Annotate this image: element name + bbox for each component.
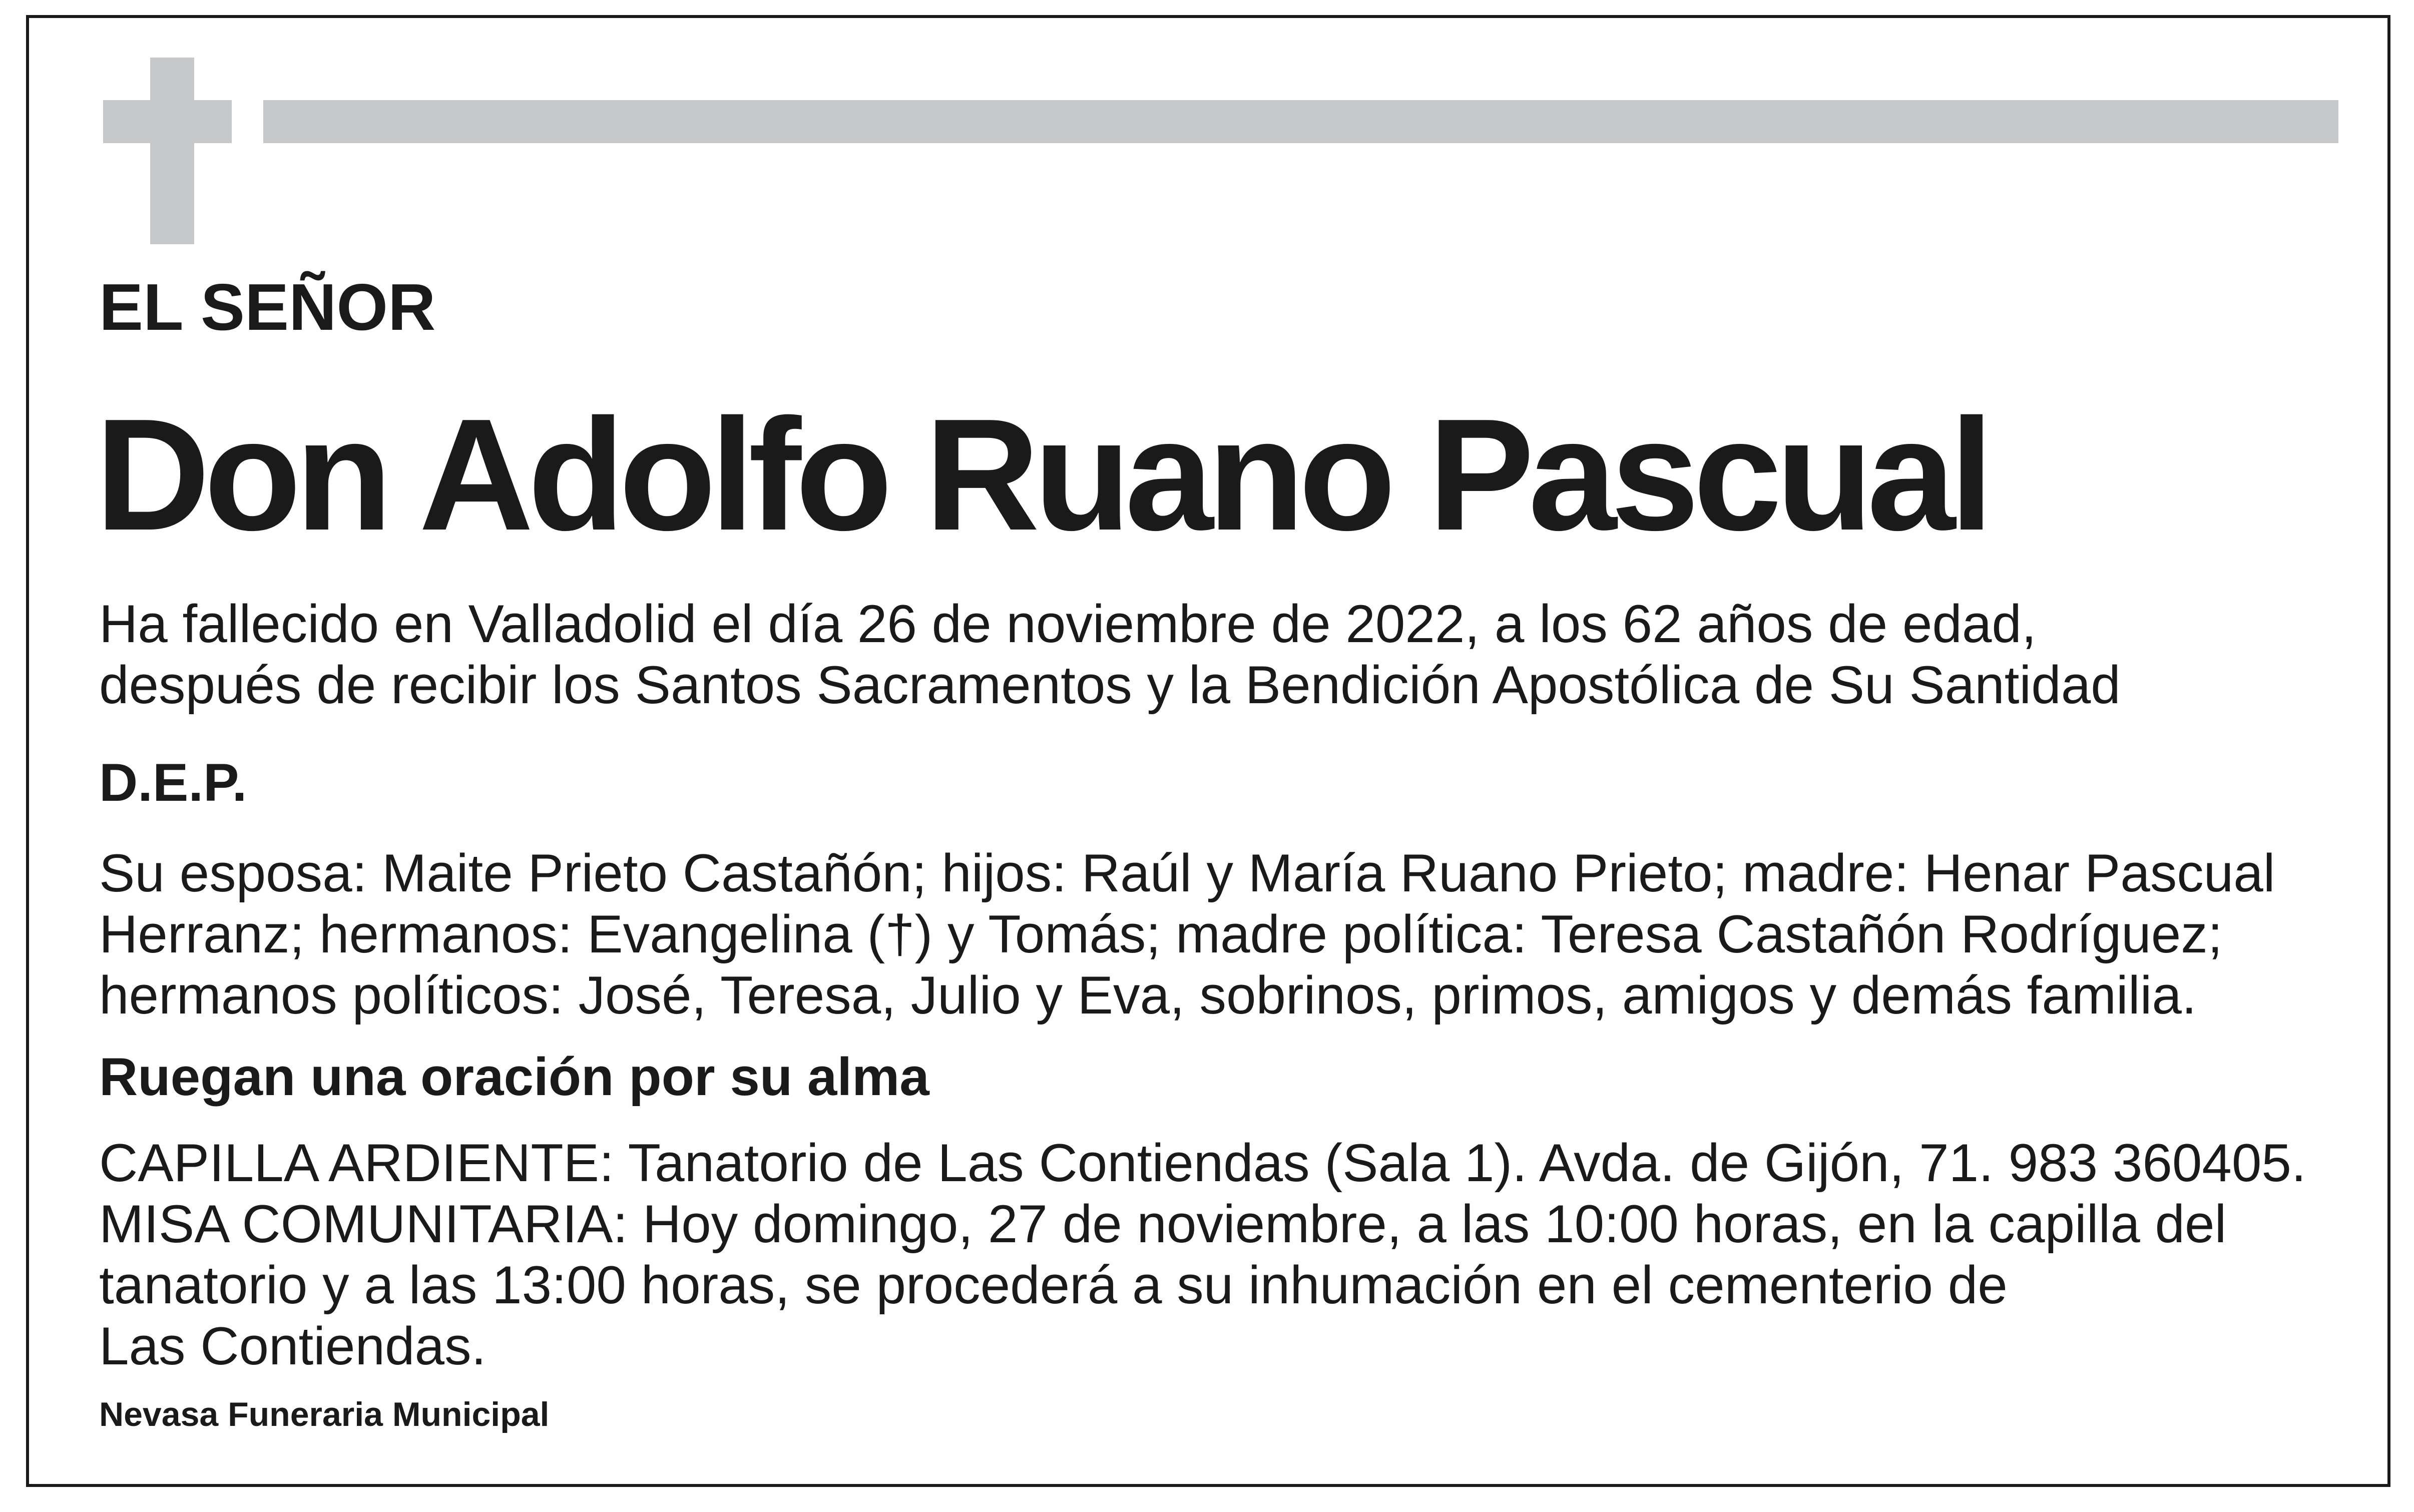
service-line: CAPILLA ARDIENTE: Tanatorio de Las Contiendas (Sala 1). Avda. de Gijón, 71. 983 360405. bbox=[99, 1133, 2306, 1193]
death-line: después de recibir los Santos Sacramentos y la Bendición Apostólica de Su Santidad bbox=[99, 655, 2121, 715]
service-line: Las Contiendas. bbox=[99, 1316, 487, 1376]
family-line: Herranz; hermanos: Evangelina (†) y Tomás; madre política: Teresa Castañón Rodríguez; bbox=[99, 904, 2223, 964]
honorific-title: EL SEÑOR bbox=[99, 270, 436, 344]
family-list bbox=[99, 842, 2275, 1026]
cross-horizontal-bar bbox=[103, 100, 232, 143]
death-announcement bbox=[99, 593, 2121, 715]
prayer-request: Ruegan una oración por su alma bbox=[99, 1047, 929, 1107]
deceased-name: Don Adolfo Ruano Pascual bbox=[95, 386, 1988, 564]
service-line: MISA COMUNITARIA: Hoy domingo, 27 de noviembre, a las 10:00 horas, en la capilla del bbox=[99, 1194, 2227, 1254]
family-line: Su esposa: Maite Prieto Castañón; hijos: Raúl y María Ruano Prieto; madre: Henar Pascual bbox=[99, 843, 2275, 903]
funeral-home-credit: Nevasa Funeraria Municipal bbox=[99, 1395, 550, 1433]
family-line: hermanos políticos: José, Teresa, Julio y Eva, sobrinos, primos, amigos y demás familia. bbox=[99, 965, 2197, 1025]
cross-vertical-bar bbox=[150, 58, 194, 244]
death-line: Ha fallecido en Valladolid el día 26 de noviembre de 2022, a los 62 años de edad, bbox=[99, 594, 2037, 654]
header-rule bbox=[263, 100, 2338, 143]
service-line: tanatorio y a las 13:00 horas, se procederá a su inhumación en el cementerio de bbox=[99, 1255, 2008, 1315]
service-details bbox=[99, 1132, 2306, 1376]
rip-label: D.E.P. bbox=[99, 752, 247, 812]
